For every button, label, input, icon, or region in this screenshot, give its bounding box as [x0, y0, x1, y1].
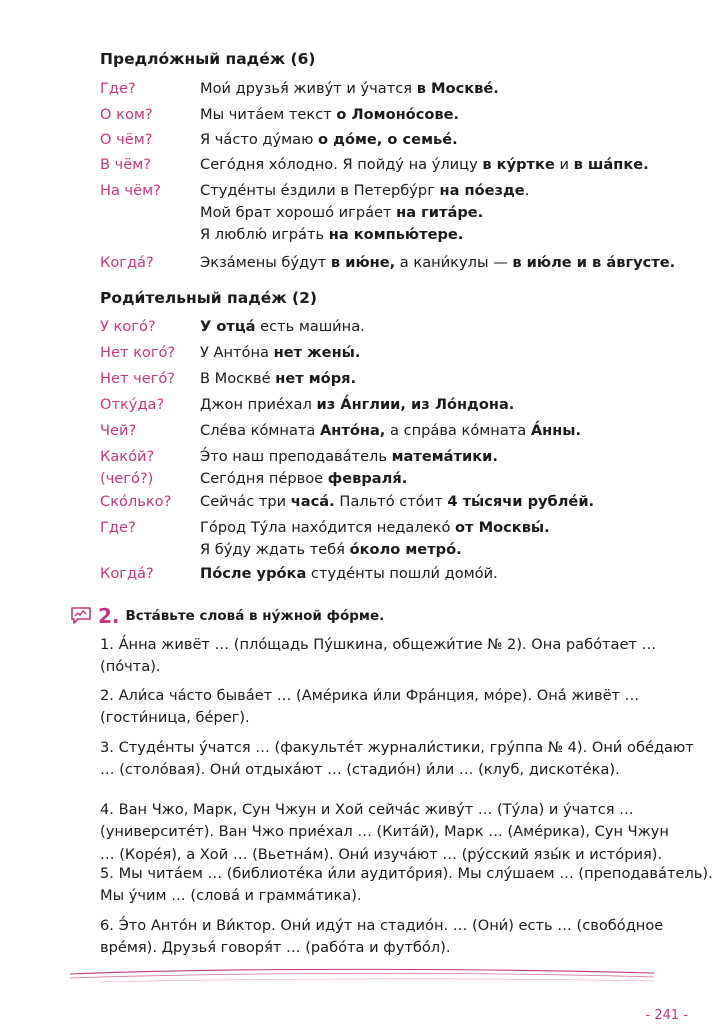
example-sentence: Мы чита́ем текст о Ломоно́сове.	[200, 106, 460, 123]
example-sentence: Мои́ друзья́ живу́т и у́чатся в Москве́.	[200, 80, 499, 97]
example-sentences	[200, 180, 529, 246]
exercise-line: 6. Э́то Анто́н и Ви́ктор. Они́ иду́т на стадио́н. … (Они́) есть … (свобо́дное	[100, 917, 664, 934]
example-sentence: Джон прие́хал из А́нглии, из Ло́ндона.	[200, 396, 515, 413]
exercise-item	[100, 685, 690, 730]
exercise-line: 5. Мы чита́ем … (библиоте́ка и́ли аудито́рия). Мы слу́шаем … (преподава́тель).	[100, 865, 713, 882]
exercise-line: (гости́ница, бе́рег).	[100, 709, 250, 727]
exercise-item	[100, 799, 690, 866]
example-sentences	[200, 342, 360, 364]
example-sentences	[200, 154, 649, 176]
example-sentences	[200, 517, 550, 561]
exercise-title: Вста́вьте слова́ в ну́жной фо́рме.	[125, 608, 385, 624]
example-sentences	[200, 252, 675, 274]
example-sentences	[200, 129, 458, 151]
case-question: Отку́да?	[100, 396, 165, 413]
exercise-line: (по́чта).	[100, 658, 161, 676]
example-sentences	[200, 394, 514, 416]
case-question: В чём?	[100, 156, 152, 173]
example-sentence: Э́то наш преподава́тель матема́тики.	[200, 448, 498, 465]
example-sentences	[200, 78, 499, 100]
exercise-item	[100, 737, 694, 782]
example-sentence: Сейча́с три часа́. Пальто́ сто́ит 4 ты́сячи рубле́й.	[200, 493, 595, 510]
exercise-line: 2. Али́са ча́сто быва́ет … (Аме́рика и́ли Фра́нция, мо́ре). Она́ живёт …	[100, 687, 640, 704]
page-number: - 241 -	[645, 1008, 688, 1023]
case-question: На чём?	[100, 182, 161, 199]
exercise-number: 2.	[98, 604, 120, 628]
section-title-genitive: Роди́тельный паде́ж (2)	[100, 289, 317, 307]
example-sentences	[200, 446, 498, 490]
case-question: У кого́?	[100, 318, 156, 335]
case-question: Чей?	[100, 422, 137, 439]
case-question: Ско́лько?	[100, 493, 172, 510]
example-sentence: Мой брат хорошо́ игра́ет на гита́ре.	[200, 204, 484, 221]
example-sentences	[200, 420, 581, 442]
example-sentence: По́сле уро́ка студе́нты пошли́ домо́й.	[200, 565, 498, 582]
case-question: Когда́?	[100, 565, 154, 582]
exercise-line: Мы у́чим … (слова́ и грамма́тика).	[100, 887, 362, 905]
example-sentences	[200, 104, 459, 126]
example-sentences	[200, 368, 356, 390]
exercise-item	[100, 915, 690, 960]
example-sentence: Сле́ва ко́мната Анто́на, а спра́ва ко́мната А́нны.	[200, 422, 582, 439]
example-sentences	[200, 491, 594, 513]
example-sentence: Студе́нты е́здили в Петербу́рг на по́езде.	[200, 182, 530, 199]
case-question-alt: (чего́?)	[100, 470, 154, 487]
speech-bubble-icon	[70, 606, 92, 626]
example-sentences	[200, 563, 498, 585]
exercise-line: (университе́т). Ван Чжо прие́хал … (Кита́й), Марк … (Аме́рика), Сун Чжун	[100, 823, 669, 841]
case-question: Где?	[100, 80, 136, 97]
case-question: Како́й? (чего́?)	[100, 446, 154, 490]
example-sentence: Сего́дня пе́рвое февраля́.	[200, 470, 408, 487]
example-sentence: Я ча́сто ду́маю о до́ме, о семье́.	[200, 131, 458, 148]
example-sentence: Го́род Ту́ла нахо́дится недалеко́ от Москвы́.	[200, 519, 550, 536]
case-question: Когда́?	[100, 254, 154, 271]
exercise-line: … (столо́вая). Они́ отдыха́ют … (стадио́н) и́ли … (клуб, дискоте́ка).	[100, 761, 620, 779]
example-sentence: У отца́ есть маши́на.	[200, 318, 365, 335]
exercise-line: 3. Студе́нты у́чатся … (факульте́т журнали́стики, гру́ппа № 4). Они́ обе́дают	[100, 739, 694, 756]
example-sentence: Я люблю́ игра́ть на компью́тере.	[200, 226, 464, 243]
exercise-line: 4. Ван Чжо, Марк, Сун Чжун и Хой сейча́с живу́т … (Ту́ла) и у́чатся …	[100, 801, 634, 818]
case-question: О ком?	[100, 106, 153, 123]
case-question: О чём?	[100, 131, 153, 148]
exercise-line: 1. А́нна живёт … (пло́щадь Пу́шкина, общежи́тие № 2). Она рабо́тает …	[100, 636, 657, 653]
example-sentences	[200, 316, 365, 338]
example-sentence: Экза́мены бу́дут в ию́не, а кани́кулы — в ию́ле и в а́вгусте.	[200, 254, 676, 271]
exercise-item	[100, 863, 713, 908]
example-sentence: У Анто́на нет жены́.	[200, 344, 361, 361]
case-question: Нет чего́?	[100, 370, 176, 387]
exercise-line: … (Коре́я), а Хой … (Вьетна́м). Они́ изуча́ют … (ру́сский язы́к и исто́рия).	[100, 845, 663, 863]
exercise-header	[70, 604, 384, 628]
example-sentence: Я бу́ду ждать тебя́ о́коло метро́.	[200, 541, 462, 558]
case-question: Нет кого́?	[100, 344, 176, 361]
example-sentence: Сего́дня хо́лодно. Я пойду́ на у́лицу в ку́ртке и в ша́пке.	[200, 156, 649, 173]
exercise-line: вре́мя). Друзья́ говоря́т … (рабо́та и футбо́л).	[100, 939, 451, 957]
exercise-item	[100, 634, 690, 679]
case-question: Где?	[100, 519, 136, 536]
example-sentence: В Москве́ нет мо́ря.	[200, 370, 357, 387]
footer-decoration	[70, 966, 654, 986]
section-title-prepositional: Предло́жный паде́ж (6)	[100, 50, 316, 68]
